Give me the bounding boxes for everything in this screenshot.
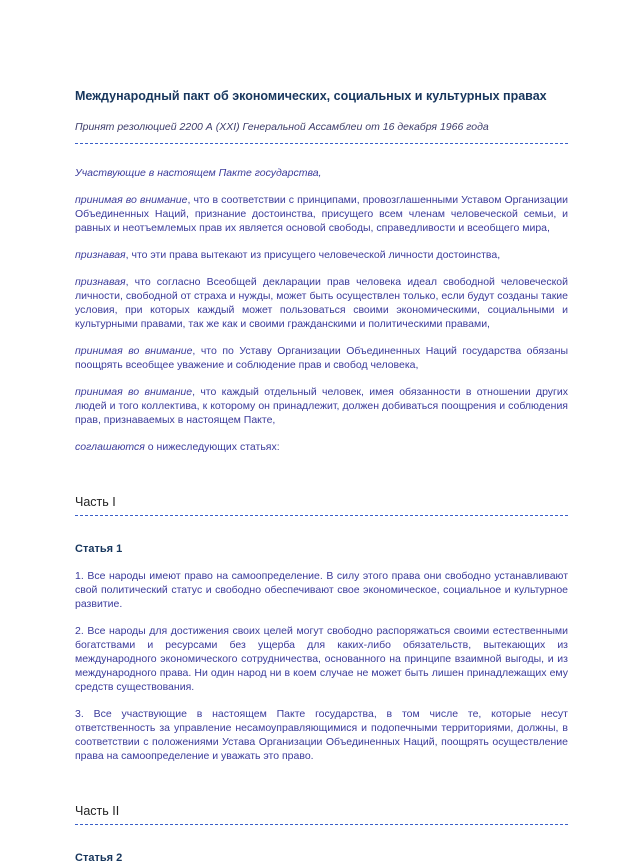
paragraph-text: , что эти права вытекают из присущего человеческой личности достоинства, xyxy=(125,249,501,261)
preamble-paragraph xyxy=(75,344,568,372)
preamble-paragraph xyxy=(75,248,568,262)
preamble-paragraph xyxy=(75,385,568,427)
paragraph-text: , что каждый отдельный человек, имея обязанности в отношении других людей и того коллектива, к которому он принадлежит, должен добиваться поощрения и соблюдения прав, признаваемых в настоящем Пакте, xyxy=(75,386,568,426)
document-title: Международный пакт об экономических, социальных и культурных правах xyxy=(75,89,547,103)
preamble-intro: Участвующие в настоящем Пакте государства, xyxy=(75,167,322,179)
article-paragraph: 1. Все народы имеют право на самоопределение. В силу этого права они свободно устанавливают свой политический статус и свободно обеспечивают свое экономическое, социальное и культурное развитие. xyxy=(75,570,568,610)
preamble-paragraph xyxy=(75,193,568,235)
part-section-1 xyxy=(75,494,568,763)
part-heading: Часть I xyxy=(75,495,116,509)
separator-line xyxy=(75,824,568,825)
paragraph-text: о нижеследующих статьях: xyxy=(144,441,280,453)
paragraph-lead: принимая во внимание xyxy=(75,386,193,398)
preamble-paragraph xyxy=(75,275,568,331)
preamble-paragraph xyxy=(75,440,568,454)
separator-line xyxy=(75,515,568,516)
paragraph-lead: признавая xyxy=(75,249,126,261)
article-title: Статья 2 xyxy=(75,852,123,864)
article-paragraph: 3. Все участвующие в настоящем Пакте государства, в том числе те, которые несут ответственность за управление несамоуправляющимися и подопечными территориями, должны, в соответствии с положениями Устава Организации Объединенных Наций, поощрять осуществление права на самоопределение и уважать это право. xyxy=(75,708,568,762)
paragraph-lead: соглашаются xyxy=(75,441,145,453)
paragraph-text: , что согласно Всеобщей декларации прав человека идеал свободной человеческой личности, свободной от страха и нужды, может быть осуществлен только, если будут созданы такие условия, при которых каждый может пользоваться своими экономическими, социальными и культурными правами, так же как и своими гражданскими и политическими правами, xyxy=(75,276,568,330)
paragraph-lead: признавая xyxy=(75,276,126,288)
separator-line xyxy=(75,143,568,144)
paragraph-lead: принимая во внимание xyxy=(75,345,193,357)
article-paragraph: 2. Все народы для достижения своих целей могут свободно распоряжаться своими естественными богатствами и ресурсами без ущерба для каких-либо обязательств, вытекающих из международного экономического сотрудничества, основанного на принципе взаимной выгоды, и из международного права. Ни один народ ни в коем случае не может быть лишен принадлежащих ему средств существования. xyxy=(75,625,568,693)
document-subtitle: Принят резолюцией 2200 А (XXI) Генеральной Ассамблеи от 16 декабря 1966 года xyxy=(75,121,489,133)
part-heading: Часть II xyxy=(75,804,120,818)
part-section-2 xyxy=(75,803,568,865)
article-title: Статья 1 xyxy=(75,543,123,555)
paragraph-text: , что в соответствии с принципами, провозглашенными Уставом Организации Объединенных Наций, признание достоинства, присущего всем членам человеческой семьи, и равных и неотъемлемых прав их является основой свободы, справедливости и всеобщего мира, xyxy=(75,194,568,234)
paragraph-lead: принимая во внимание xyxy=(75,194,188,206)
paragraph-text: , что по Уставу Организации Объединенных Наций государства обязаны поощрять всеобщее уважение и соблюдение прав и свобод человека, xyxy=(75,345,568,371)
